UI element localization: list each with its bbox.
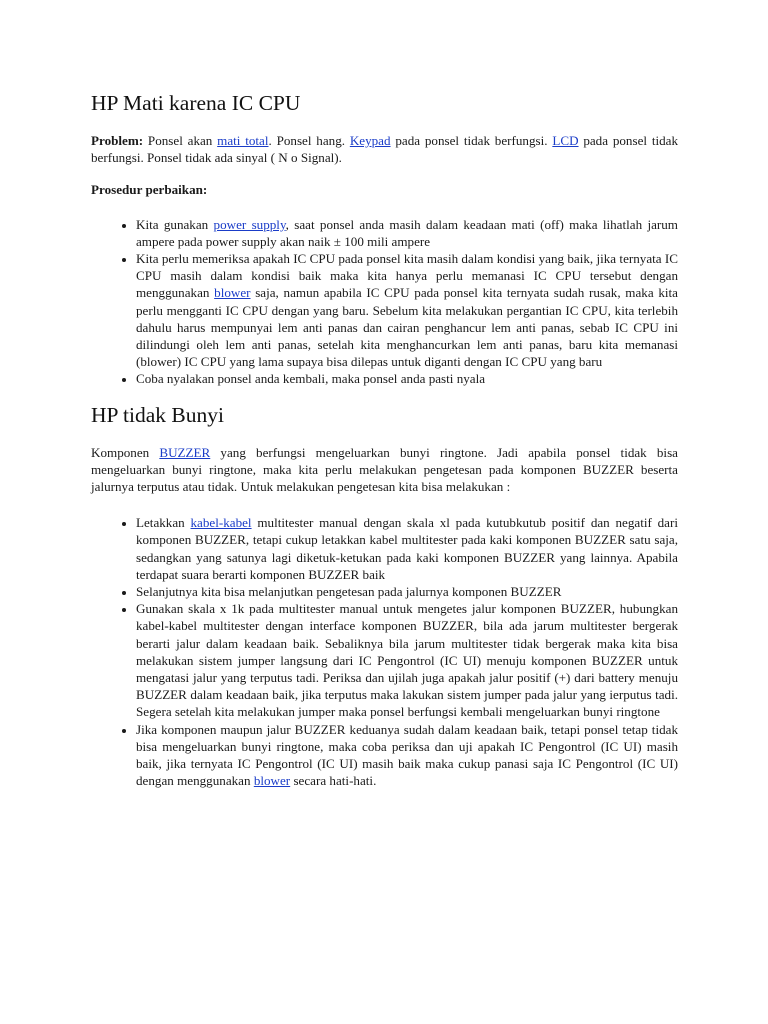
problem-label: Problem: (91, 133, 144, 148)
procedure-label-paragraph (91, 181, 678, 198)
list-item-text: multitester manual dengan skala xl pada kutubkutub positif dan negatif dari komponen BUZZER, tetapi cukup letakkan kabel multitester pada kaki komponen BUZZER satu saja, sedangkan yang satunya lagi diketuk-ketukan pada kaki komponen BUZZER yang lainnya. Apabila terdapat suara berarti komponen BUZZER baik (136, 515, 678, 582)
list-item-text: Letakkan (136, 515, 191, 531)
list-item (136, 250, 678, 370)
procedure-label: Prosedur perbaikan: (91, 182, 208, 198)
buzzer-intro-paragraph (91, 444, 678, 496)
list-item-text: Selanjutnya kita bisa melanjutkan pengetesan pada jalurnya komponen BUZZER (136, 584, 562, 600)
problem-paragraph (91, 132, 678, 166)
list-item (136, 721, 678, 790)
list-item (136, 583, 678, 600)
problem-text-3: pada ponsel tidak berfungsi. (390, 133, 553, 148)
list-item-text: Kita gunakan (136, 216, 214, 232)
problem-text-4: pada ponsel tidak berfungsi. Ponsel tidak ada sinyal ( N o Signal). (91, 133, 678, 166)
list-item-text: Kita perlu memeriksa apakah IC CPU pada ponsel kita masih dalam kondisi yang baik, jika ternyata IC CPU masih dalam kondisi baik maka kita hanya perlu memanasi IC CPU tersebut dengan menggunakan (136, 251, 678, 301)
document-page (91, 88, 678, 790)
list-item-text: , saat ponsel anda masih dalam keadaan mati (off) maka lihatlah jarum ampere pada power supply akan naik ± 100 mili ampere (136, 216, 678, 249)
link-power-supply[interactable]: power supply (213, 216, 286, 232)
list-item-text: saja, namun apabila IC CPU pada ponsel kita ternyata sudah rusak, maka kita perlu mengganti IC CPU dengan yang baru. Sebelum kita melakukan pergantian IC CPU, kita terlebih dahulu harus mempunyai lem anti panas dan cairan penghancur lem anti panas, sebab IC CPU ini dilindungi oleh lem anti panas, setelah kita menghancurkan lem anti panas, baru kita memanasi (blower) IC CPU yang lama supaya bisa dilepas untuk diganti dengan IC CPU yang baru (136, 285, 678, 370)
section-heading-hp-mati: HP Mati karena IC CPU (91, 91, 301, 115)
list-item-text: Gunakan skala x 1k pada multitester manual untuk mengetes jalur komponen BUZZER, hubungkan kabel-kabel multitester dengan interface komponen BUZZER, bila ada jarum multitester bergerak berarti jalur dalam keadaan baik. Sebaliknya bila jarum multitester tidak bergerak maka kita bisa melakukan sistem jumper langsung dari IC Pengontrol (IC UI) menuju komponen BUZZER untuk mengatasi jalur yang terputus tadi. Periksa dan ujilah juga apakah jalur positif (+) dari battery menuju BUZZER dalam keadaan baik, jika terputus maka lakukan sistem jumper pada jalur yang ierputus tadi. Segera setelah kita melakukan jumper maka ponsel berfungsi kembali mengeluarkan bunyi ringtone (136, 601, 678, 720)
problem-text-1: Ponsel akan (143, 133, 218, 148)
link-kabel-kabel[interactable]: kabel-kabel (190, 515, 252, 531)
list-item (136, 370, 678, 387)
list-item-text: Coba nyalakan ponsel anda kembali, maka ponsel anda pasti nyala (136, 371, 486, 387)
link-blower[interactable]: blower (214, 285, 251, 301)
link-keypad[interactable]: Keypad (349, 133, 391, 148)
link-lcd[interactable]: LCD (552, 133, 579, 148)
list-item (136, 600, 678, 720)
list-item (136, 216, 678, 250)
list-item-text: secara hati-hati. (290, 773, 377, 789)
buzzer-procedure-list (91, 514, 678, 789)
procedure-list (91, 216, 678, 388)
problem-text-2: . Ponsel hang. (268, 133, 350, 148)
intro-text-2: yang berfungsi mengeluarkan bunyi ringtone. Jadi apabila ponsel tidak bisa mengeluarkan bunyi ringtone, maka kita perlu melakukan pengetesan pada komponen BUZZER beserta jalurnya terputus atau tidak. Untuk melakukan pengetesan kita bisa melakukan : (91, 444, 678, 495)
section-heading-hp-tidak-bunyi: HP tidak Bunyi (91, 402, 224, 427)
intro-text-1: Komponen (91, 444, 160, 460)
list-item (136, 514, 678, 583)
list-item-text: Jika komponen maupun jalur BUZZER keduanya sudah dalam keadaan baik, tetapi ponsel tetap tidak bisa mengeluarkan bunyi ringtone, maka coba periksa dan uji apakah IC Pengontrol (IC UI) masih baik, jika ternyata IC Pengontrol (IC UI) masih baik maka cukup panasi saja IC Pengontrol (IC UI) dengan menggunakan (136, 721, 678, 789)
link-blower-2[interactable]: blower (253, 773, 291, 789)
link-mati-total[interactable]: mati total (217, 133, 269, 148)
link-buzzer[interactable]: BUZZER (159, 444, 211, 460)
